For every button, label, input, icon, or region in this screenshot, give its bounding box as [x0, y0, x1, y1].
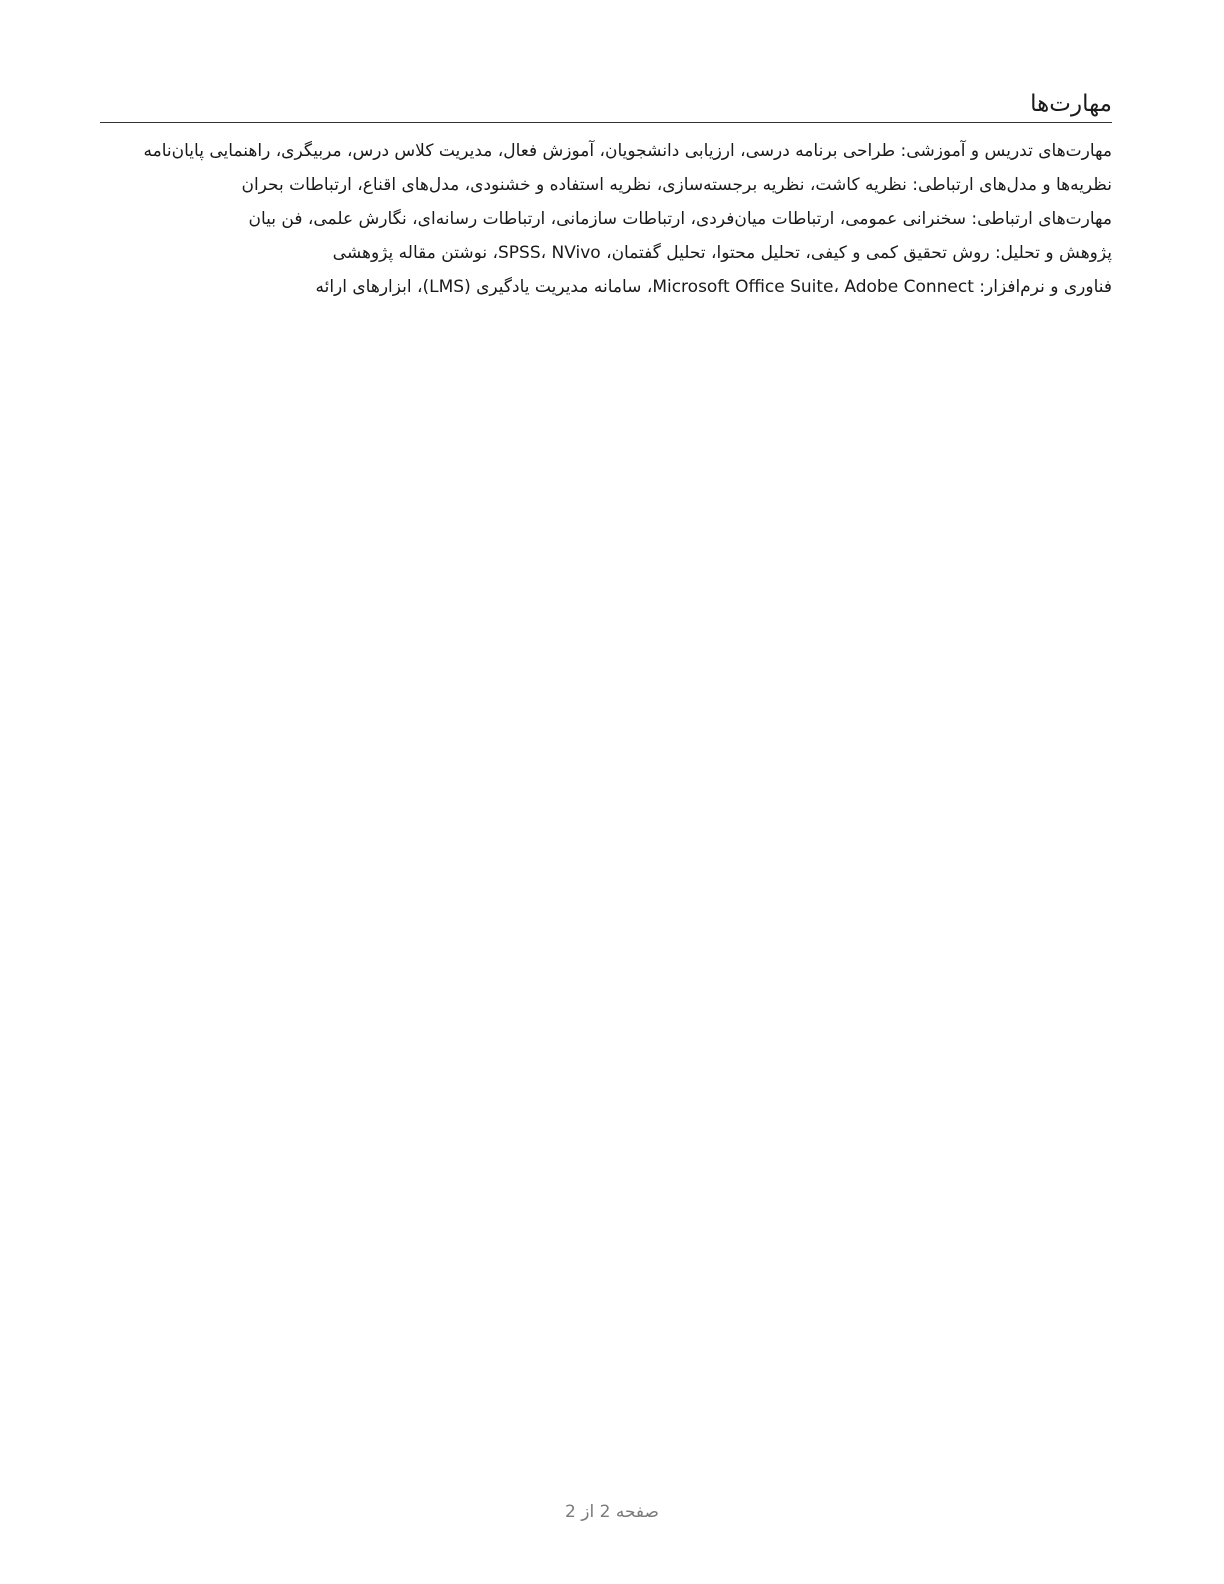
skill-item-research-analysis: پژوهش و تحلیل: روش تحقیق کمی و کیفی، تحلیل محتوا، تحلیل گفتمان، SPSS، NVivo، نوشتن مقاله پژوهشی: [332, 243, 1112, 263]
resume-page: [100, 88, 1112, 299]
skill-item-teaching: مهارت‌های تدریس و آموزشی: طراحی برنامه درسی، ارزیابی دانشجویان، آموزش فعال، مدیریت کلاس درس، مربیگری، راهنمایی پایان‌نامه: [143, 141, 1112, 161]
skill-item-communication-skills: مهارت‌های ارتباطی: سخنرانی عمومی، ارتباطات میان‌فردی، ارتباطات سازمانی، ارتباطات رسانه‌ای، نگارش علمی، فن بیان: [248, 209, 1112, 229]
skill-item-communication-theories: نظریه‌ها و مدل‌های ارتباطی: نظریه کاشت، نظریه برجسته‌سازی، نظریه استفاده و خشنودی، مدل‌های اقناع، ارتباطات بحران: [241, 175, 1112, 195]
skills-section-title: مهارت‌ها: [100, 88, 1112, 123]
skill-item-technology-software: فناوری و نرم‌افزار: Microsoft Office Suite، Adobe Connect، سامانه مدیریت یادگیری (LMS)، ابزارهای ارائه: [315, 277, 1112, 297]
page-number-footer: صفحه 2 از 2: [565, 1502, 659, 1522]
skills-list: [100, 139, 1112, 299]
